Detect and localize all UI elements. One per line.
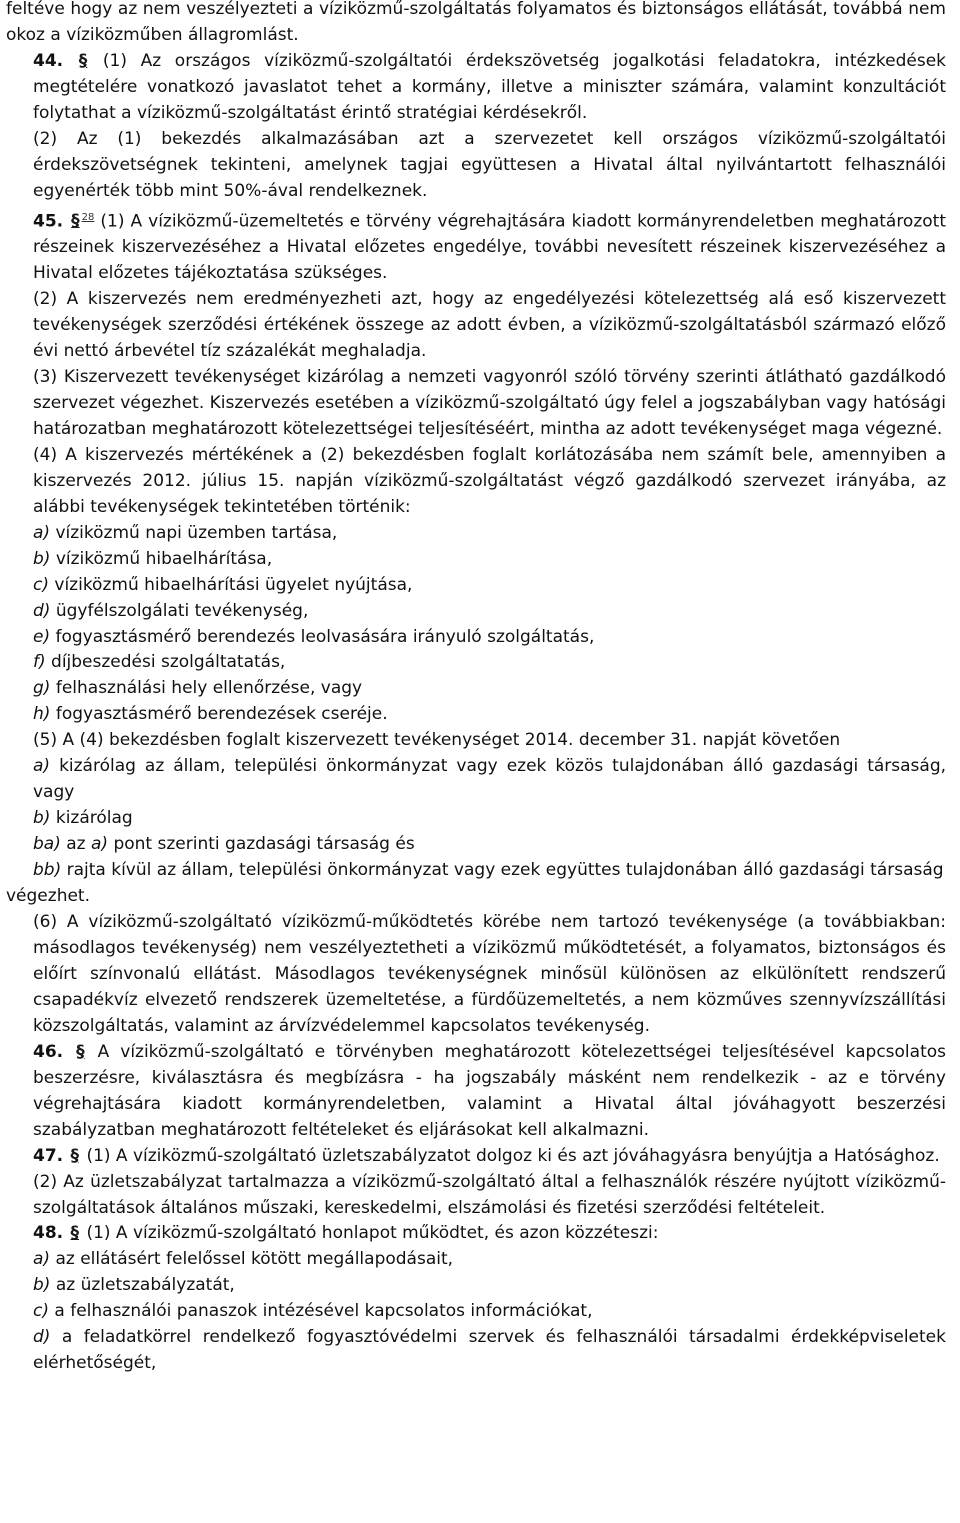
list-item: d) ügyfélszolgálati tevékenység, xyxy=(33,600,309,621)
section-45-text-1: (1) A víziközmű-üzemeltetés e törvény végrehajtására kiadott kormányrendeletben meghatározott részeinek kiszervezéséhez a Hivatal előzetes engedélye, további nevesített részeinek kiszervezéséhez a Hivatal előzetes tájékoztatása szükséges. xyxy=(33,211,946,284)
list-item: a) víziközmű napi üzemben tartása, xyxy=(33,522,338,543)
section-47-link[interactable]: § xyxy=(70,1145,80,1166)
section-47-para-2: (2) Az üzletszabályzat tartalmazza a víziközmű-szolgáltató által a felhasználók részére nyújtott víziközmű-szolgáltatások általános műszaki, kereskedelmi, elszámolási és fizetési szerződési feltételeit. xyxy=(33,1171,946,1218)
section-46-para-1 xyxy=(6,1040,946,1144)
section-45-list xyxy=(6,521,946,729)
section-46-text-1: A víziközmű-szolgáltató e törvényben meghatározott kötelezettségei teljesítésével kapcsolatos beszerzésre, kiválasztásra és megbízásra - ha jogszabály másként nem rendelkezik - az e törvény végrehajtására kiadott kormányrendeletben, valamint a Hivatal által jóváhagyott beszerzési szabályzatban meghatározott feltételeket és eljárásokat kell alkalmazni. xyxy=(33,1041,946,1140)
list-item: d) a feladatkörrel rendelkező fogyasztóvédelmi szervek és felhasználói társadalmi érdekképviseletek elérhetőségét, xyxy=(33,1327,946,1374)
section-45-para-4: (4) A kiszervezés mértékének a (2) bekezdésben foglalt korlátozásába nem számít bele, amennyiben a kiszervezés 2012. július 15. napján víziközmű-szolgáltatást végző gazdálkodó szervezet irányába, az alábbi tevékenységek tekintetében történik: xyxy=(33,444,946,517)
section-44-link[interactable]: § xyxy=(78,50,88,71)
section-45-para-5-b: b) kizárólag xyxy=(33,808,133,829)
section-45-link[interactable]: § xyxy=(71,211,80,232)
section-48-number: 48. xyxy=(33,1223,64,1244)
list-item: g) felhasználási hely ellenőrzése, vagy xyxy=(33,678,363,699)
section-47-text-1: (1) A víziközmű-szolgáltató üzletszabályzatot dolgoz ki és azt jóváhagyásra benyújtja a Hatósághoz. xyxy=(86,1145,940,1166)
section-48-list xyxy=(6,1247,946,1377)
section-45-para-6: (6) A víziközmű-szolgáltató víziközmű-működtetés körébe nem tartozó tevékenysége (a továbbiakban: másodlagos tevékenység) nem veszélyeztetheti a víziközmű működtetését, a folyamatos, biztonságos és előírt színvonalú ellátást. Másodlagos tevékenységnek minősül különösen az elkülönített rendszerű csapadékvíz elvezető rendszerek üzemeltetése, a fürdőüzemeltetés, a nem közműves szennyvízszállítási közszolgáltatás, valamint az árvízvédelemmel kapcsolatos tevékenység. xyxy=(33,912,946,1036)
section-46-link[interactable]: § xyxy=(76,1041,85,1062)
section-45-para-5-ba: ba) az a) pont szerinti gazdasági társaság és xyxy=(33,834,415,855)
list-item: c) a felhasználói panaszok intézésével kapcsolatos információkat, xyxy=(33,1301,593,1322)
section-44-number: 44. xyxy=(33,50,64,71)
section-45-para-5: (5) A (4) bekezdésben foglalt kiszervezett tevékenységet 2014. december 31. napját követően xyxy=(33,730,841,751)
footnote-28-link[interactable]: 28 xyxy=(81,211,95,223)
list-item: h) fogyasztásmérő berendezések cseréje. xyxy=(33,704,388,725)
section-45-para-5-a: a) kizárólag az állam, települési önkormányzat vagy ezek közös tulajdonában álló gazdasági társaság, vagy xyxy=(33,756,947,803)
section-48-text-1: (1) A víziközmű-szolgáltató honlapot működtet, és azon közzéteszi: xyxy=(86,1223,659,1244)
section-48-link[interactable]: § xyxy=(70,1223,80,1244)
section-44-para-2: (2) Az (1) bekezdés alkalmazásában azt a szervezetet kell országos víziközmű-szolgáltatói érdekszövetségnek tekinteni, amelynek tagjai együttesen a Hivatal által nyilvántartott felhasználói egyenérték több mint 50%-ával rendelkeznek. xyxy=(33,128,946,201)
section-45-para-2: (2) A kiszervezés nem eredményezheti azt, hogy az engedélyezési kötelezettség alá eső kiszervezett tevékenységek szerződési értékének összege az adott évben, a víziközmű-szolgáltatásból származó előző évi nettó árbevétel tíz százalékát meghaladja. xyxy=(33,289,946,362)
list-item: b) az üzletszabályzatát, xyxy=(33,1275,235,1296)
list-item: e) fogyasztásmérő berendezés leolvasására irányuló szolgáltatás, xyxy=(33,626,595,647)
list-item: b) víziközmű hibaelhárítása, xyxy=(33,548,273,569)
section-45-para-5-end: végezhet. xyxy=(6,886,90,907)
list-item: c) víziközmű hibaelhárítási ügyelet nyújtása, xyxy=(33,574,413,595)
section-46-number: 46. xyxy=(33,1041,64,1062)
section-47-number: 47. xyxy=(33,1145,64,1166)
intro-paragraph: feltéve hogy az nem veszélyezteti a víziközmű-szolgáltatás folyamatos és biztonságos ellátását, továbbá nem okoz a víziközműben állagromlást. xyxy=(6,0,946,45)
section-45-para-1 xyxy=(6,205,946,288)
list-item: a) az ellátásért felelőssel kötött megállapodásait, xyxy=(33,1249,454,1270)
section-44-para-1 xyxy=(6,49,946,127)
section-45-para-5-bb: bb) rajta kívül az állam, települési önkormányzat vagy ezek együttes tulajdonában álló gazdasági társaság xyxy=(33,860,944,881)
section-45-number: 45. xyxy=(33,211,64,232)
section-48-para-1 xyxy=(6,1221,946,1247)
section-47-para-1 xyxy=(6,1144,946,1170)
list-item: f) díjbeszedési szolgáltatatás, xyxy=(33,652,286,673)
section-44-text-1: (1) Az országos víziközmű-szolgáltatói érdekszövetség jogalkotási feladatokra, intézkedések megtételére vonatkozó javaslatot tehet a kormány, illetve a miniszter számára, valamint konzultációt folytathat a víziközmű-szolgáltatást érintő stratégiai kérdésekről. xyxy=(33,50,947,123)
section-45-para-3: (3) Kiszervezett tevékenységet kizárólag a nemzeti vagyonról szóló törvény szerinti átlátható gazdálkodó szervezet végezhet. Kiszervezés esetében a víziközmű-szolgáltató úgy felel a jogszabályban vagy hatósági határozatban meghatározott kötelezettségei teljesítéséért, mintha az adott tevékenységet maga végezné. xyxy=(33,367,946,439)
